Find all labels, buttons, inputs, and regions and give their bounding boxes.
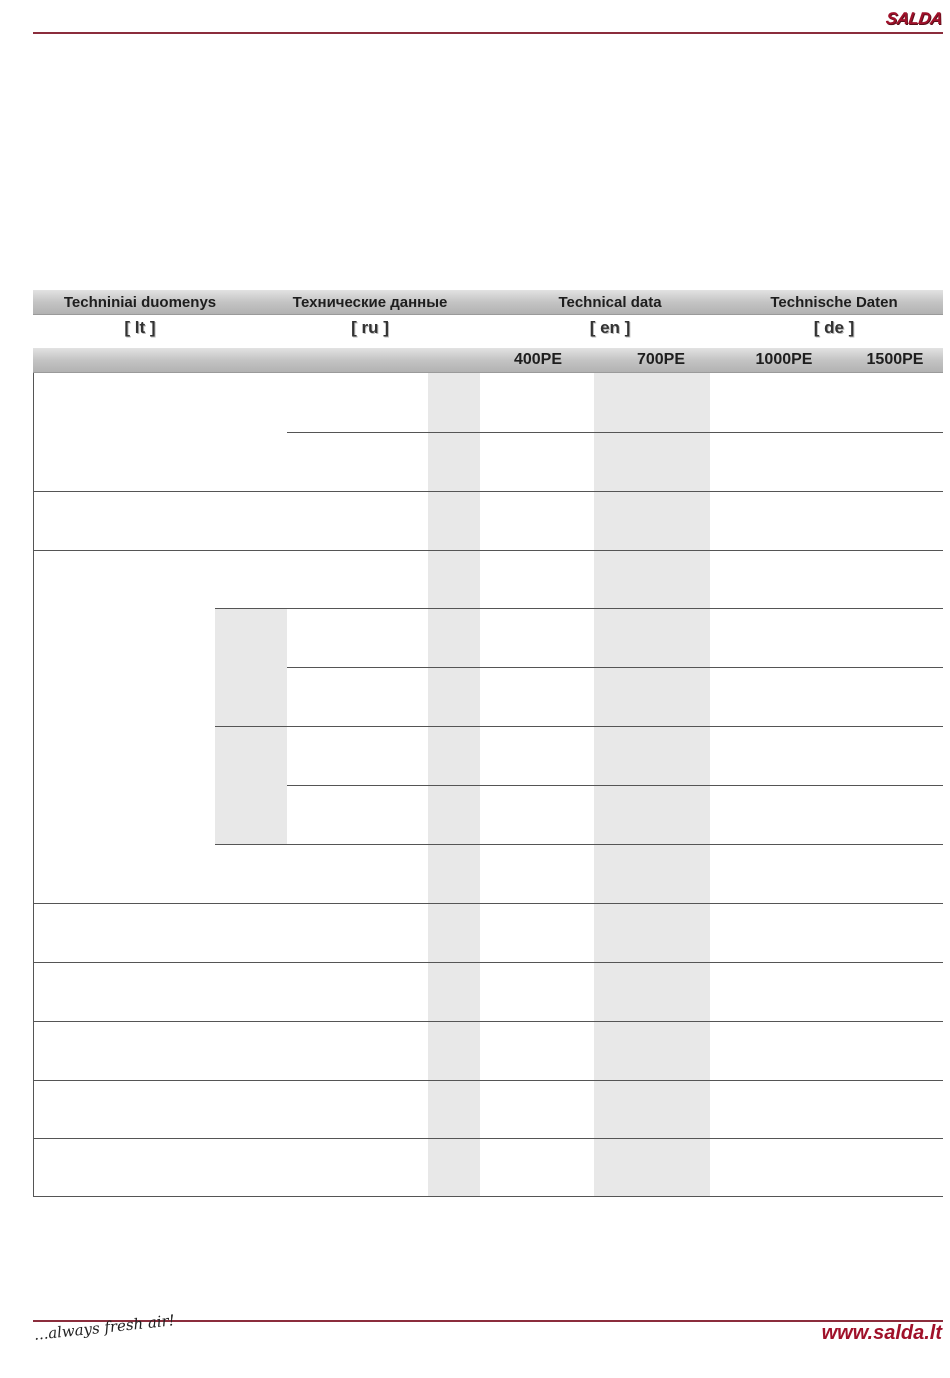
- website-link[interactable]: www.salda.lt: [821, 1322, 942, 1344]
- heading-lt: Techniniai duomenys: [63, 294, 217, 311]
- row-divider: [287, 785, 943, 786]
- row-divider: [287, 667, 943, 668]
- table-bottom-border: [33, 1196, 943, 1197]
- model-1000pe: 1000PE: [755, 351, 813, 368]
- model-700pe: 700PE: [636, 351, 686, 368]
- row-divider: [33, 550, 943, 551]
- row-divider: [33, 1138, 943, 1139]
- lang-lt: [ lt ]: [124, 318, 156, 337]
- lang-ru: [ ru ]: [351, 318, 389, 337]
- model-1500pe: 1500PE: [866, 351, 924, 368]
- row-divider: [287, 432, 943, 433]
- heading-ru: Технические данные: [292, 294, 448, 311]
- row-divider: [33, 962, 943, 963]
- brand-logo: SALDA: [884, 9, 944, 28]
- row-divider: [215, 726, 943, 727]
- row-divider: [33, 1080, 943, 1081]
- row-divider: [33, 903, 943, 904]
- tagline: ...always fresh air!: [33, 1311, 176, 1344]
- lang-en: [ en ]: [589, 318, 631, 337]
- row-divider: [33, 491, 943, 492]
- heading-de: Technische Daten: [770, 294, 898, 311]
- row-divider: [33, 1021, 943, 1022]
- heading-en: Technical data: [558, 294, 662, 311]
- model-400pe: 400PE: [513, 351, 563, 368]
- row-divider: [215, 608, 943, 609]
- table-left-border: [33, 373, 34, 1197]
- header-rule: [33, 32, 943, 34]
- lang-de: [ de ]: [813, 318, 855, 337]
- row-divider: [215, 844, 943, 845]
